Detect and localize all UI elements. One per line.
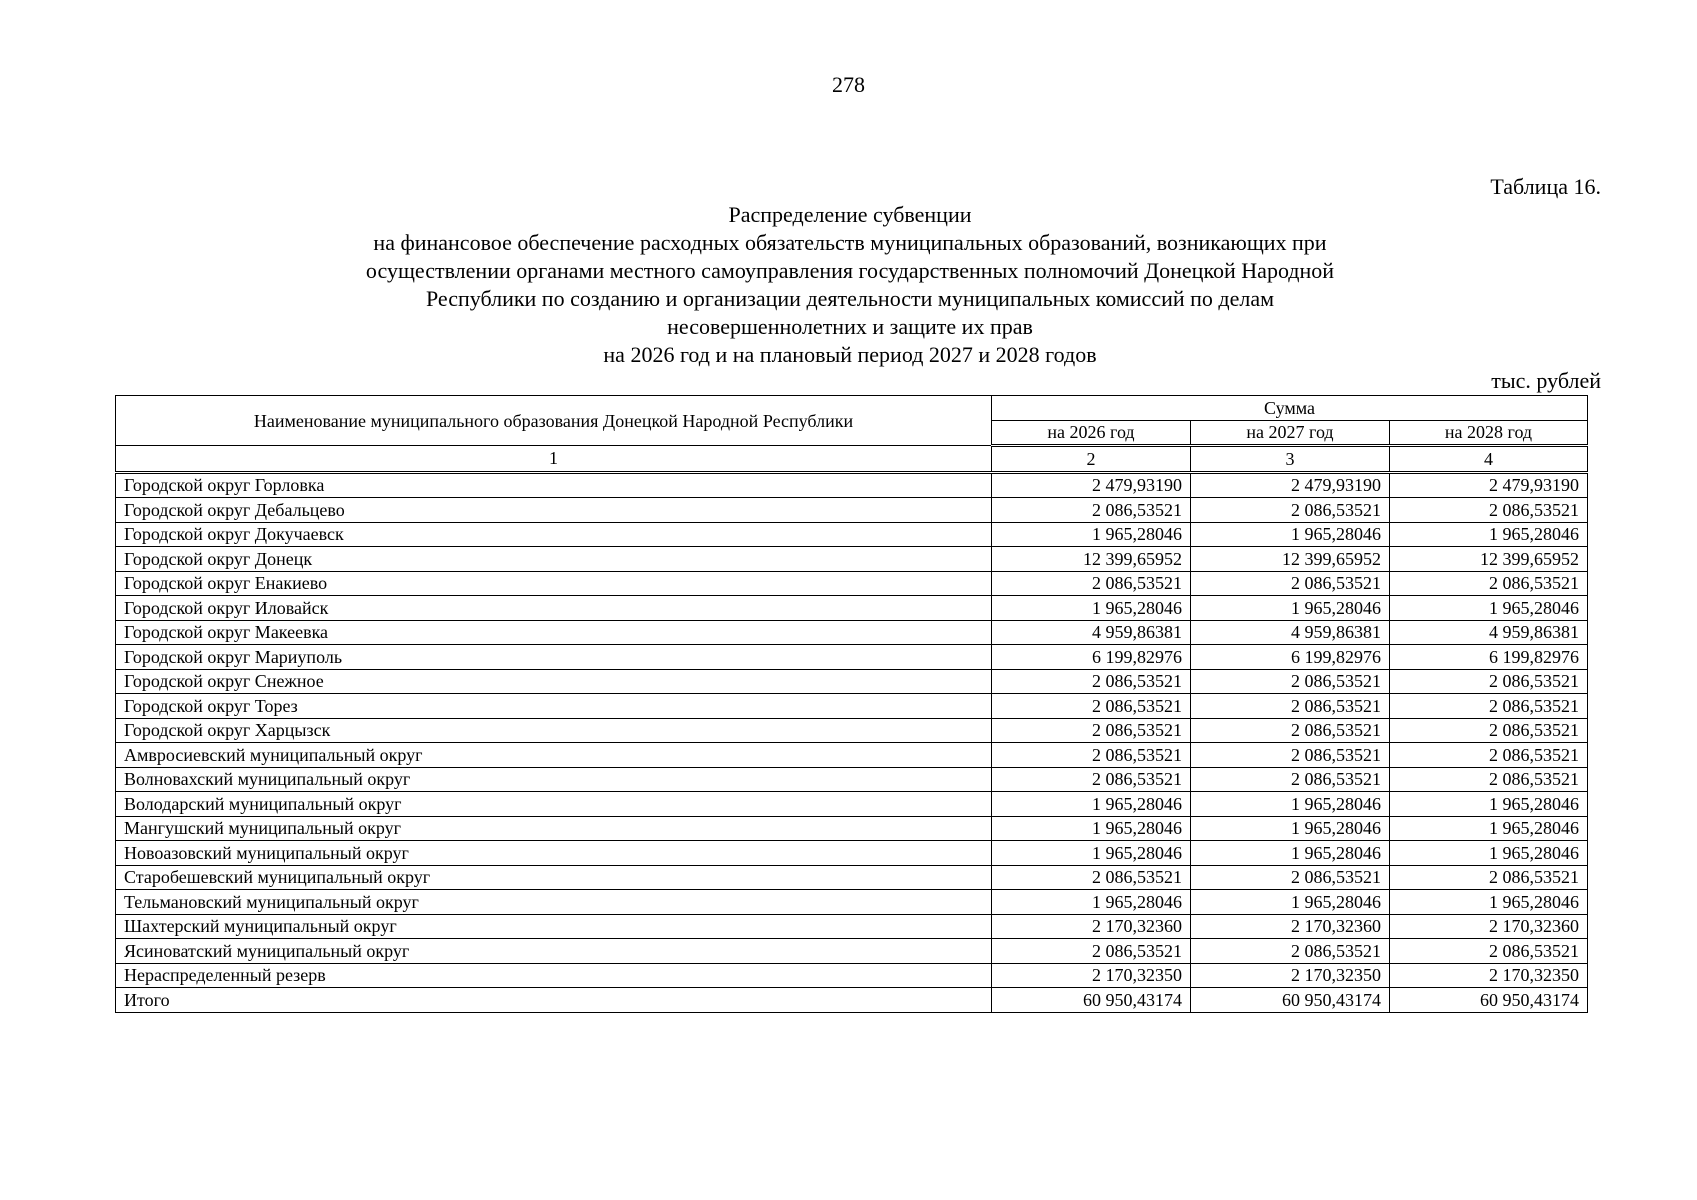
column-number: 2 bbox=[992, 446, 1191, 473]
table-row bbox=[116, 472, 1588, 498]
table-row bbox=[116, 669, 1588, 694]
table-row bbox=[116, 792, 1588, 817]
municipality-name: Городской округ Донецк bbox=[116, 547, 992, 572]
table-row bbox=[116, 498, 1588, 523]
table-row bbox=[116, 743, 1588, 768]
amount-2026: 12 399,65952 bbox=[992, 547, 1191, 572]
column-number: 3 bbox=[1191, 446, 1390, 473]
amount-2026: 2 086,53521 bbox=[992, 669, 1191, 694]
table-row bbox=[116, 767, 1588, 792]
amount-2028: 2 086,53521 bbox=[1390, 498, 1588, 523]
amount-2028: 1 965,28046 bbox=[1390, 890, 1588, 915]
municipality-name: Городской округ Харцызск bbox=[116, 718, 992, 743]
subvention-table bbox=[115, 395, 1588, 1013]
amount-2028: 1 965,28046 bbox=[1390, 596, 1588, 621]
header-year-2027: на 2027 год bbox=[1191, 420, 1390, 446]
amount-2027: 2 086,53521 bbox=[1191, 767, 1390, 792]
amount-2027: 2 086,53521 bbox=[1191, 694, 1390, 719]
municipality-name: Городской округ Докучаевск bbox=[116, 522, 992, 547]
municipality-name: Новоазовский муниципальный округ bbox=[116, 841, 992, 866]
amount-2026: 2 479,93190 bbox=[992, 472, 1191, 498]
municipality-name: Городской округ Снежное bbox=[116, 669, 992, 694]
table-row bbox=[116, 841, 1588, 866]
amount-2026: 1 965,28046 bbox=[992, 792, 1191, 817]
table-row bbox=[116, 547, 1588, 572]
amount-2026: 1 965,28046 bbox=[992, 841, 1191, 866]
table-row bbox=[116, 694, 1588, 719]
municipality-name: Городской округ Иловайск bbox=[116, 596, 992, 621]
amount-2028: 2 086,53521 bbox=[1390, 939, 1588, 964]
municipality-name: Городской округ Мариуполь bbox=[116, 645, 992, 670]
table-row bbox=[116, 988, 1588, 1013]
amount-2027: 2 479,93190 bbox=[1191, 472, 1390, 498]
amount-2028: 2 170,32350 bbox=[1390, 963, 1588, 988]
amount-2027: 1 965,28046 bbox=[1191, 596, 1390, 621]
amount-2028: 2 086,53521 bbox=[1390, 571, 1588, 596]
amount-2027: 60 950,43174 bbox=[1191, 988, 1390, 1013]
amount-2028: 2 086,53521 bbox=[1390, 767, 1588, 792]
municipality-name: Ясиноватский муниципальный округ bbox=[116, 939, 992, 964]
amount-2028: 2 086,53521 bbox=[1390, 865, 1588, 890]
amount-2028: 2 479,93190 bbox=[1390, 472, 1588, 498]
amount-2027: 2 086,53521 bbox=[1191, 939, 1390, 964]
column-number: 4 bbox=[1390, 446, 1588, 473]
municipality-name: Шахтерский муниципальный округ bbox=[116, 914, 992, 939]
amount-2026: 1 965,28046 bbox=[992, 596, 1191, 621]
amount-2027: 6 199,82976 bbox=[1191, 645, 1390, 670]
amount-2027: 1 965,28046 bbox=[1191, 792, 1390, 817]
table-row bbox=[116, 914, 1588, 939]
amount-2028: 2 086,53521 bbox=[1390, 694, 1588, 719]
municipality-name: Старобешевский муниципальный округ bbox=[116, 865, 992, 890]
column-number-row bbox=[116, 446, 1588, 473]
municipality-name: Городской округ Торез bbox=[116, 694, 992, 719]
amount-2026: 2 086,53521 bbox=[992, 865, 1191, 890]
amount-2028: 6 199,82976 bbox=[1390, 645, 1588, 670]
municipality-name: Володарский муниципальный округ bbox=[116, 792, 992, 817]
municipality-name: Волновахский муниципальный округ bbox=[116, 767, 992, 792]
amount-2026: 60 950,43174 bbox=[992, 988, 1191, 1013]
amount-2027: 1 965,28046 bbox=[1191, 816, 1390, 841]
amount-2026: 2 086,53521 bbox=[992, 743, 1191, 768]
amount-2026: 2 086,53521 bbox=[992, 571, 1191, 596]
table-row bbox=[116, 939, 1588, 964]
municipality-name: Городской округ Дебальцево bbox=[116, 498, 992, 523]
amount-2028: 60 950,43174 bbox=[1390, 988, 1588, 1013]
amount-2028: 12 399,65952 bbox=[1390, 547, 1588, 572]
municipality-name: Городской округ Макеевка bbox=[116, 620, 992, 645]
amount-2026: 4 959,86381 bbox=[992, 620, 1191, 645]
table-row bbox=[116, 571, 1588, 596]
amount-2026: 1 965,28046 bbox=[992, 890, 1191, 915]
header-year-2026: на 2026 год bbox=[992, 420, 1191, 446]
title-line: Распределение субвенции bbox=[728, 202, 972, 227]
title-line: на финансовое обеспечение расходных обязательств муниципальных образований, возникающих при bbox=[373, 230, 1327, 255]
municipality-name: Нераспределенный резерв bbox=[116, 963, 992, 988]
amount-2027: 2 086,53521 bbox=[1191, 498, 1390, 523]
title-line: Республики по созданию и организации деятельности муниципальных комиссий по делам bbox=[425, 286, 1275, 311]
units-label: тыс. рублей bbox=[1491, 368, 1601, 393]
municipality-name: Тельмановский муниципальный округ bbox=[116, 890, 992, 915]
title-line: несовершеннолетних и защите их прав bbox=[667, 314, 1033, 339]
table-row bbox=[116, 816, 1588, 841]
amount-2028: 1 965,28046 bbox=[1390, 841, 1588, 866]
table-row bbox=[116, 596, 1588, 621]
amount-2028: 2 086,53521 bbox=[1390, 743, 1588, 768]
amount-2027: 2 086,53521 bbox=[1191, 865, 1390, 890]
municipality-name: Амвросиевский муниципальный округ bbox=[116, 743, 992, 768]
amount-2028: 2 170,32360 bbox=[1390, 914, 1588, 939]
table-row bbox=[116, 890, 1588, 915]
amount-2028: 1 965,28046 bbox=[1390, 522, 1588, 547]
municipality-name: Итого bbox=[116, 988, 992, 1013]
amount-2026: 2 170,32360 bbox=[992, 914, 1191, 939]
title-line: на 2026 год и на плановый период 2027 и 2028 годов bbox=[603, 342, 1097, 367]
table-body bbox=[116, 446, 1588, 1013]
amount-2026: 1 965,28046 bbox=[992, 522, 1191, 547]
amount-2027: 2 086,53521 bbox=[1191, 571, 1390, 596]
municipality-name: Городской округ Горловка bbox=[116, 472, 992, 498]
municipality-name: Мангушский муниципальный округ bbox=[116, 816, 992, 841]
amount-2026: 2 086,53521 bbox=[992, 694, 1191, 719]
amount-2028: 1 965,28046 bbox=[1390, 792, 1588, 817]
table-row bbox=[116, 620, 1588, 645]
table-label: Таблица 16. bbox=[1490, 174, 1601, 199]
page-number: 278 bbox=[832, 72, 865, 97]
header-year-2028: на 2028 год bbox=[1390, 420, 1588, 446]
table-row bbox=[116, 865, 1588, 890]
amount-2026: 2 086,53521 bbox=[992, 939, 1191, 964]
table-row bbox=[116, 718, 1588, 743]
header-name-column: Наименование муниципального образования Донецкой Народной Республики bbox=[116, 396, 992, 446]
amount-2027: 1 965,28046 bbox=[1191, 841, 1390, 866]
amount-2027: 2 086,53521 bbox=[1191, 718, 1390, 743]
amount-2026: 1 965,28046 bbox=[992, 816, 1191, 841]
title-line: осуществлении органами местного самоуправления государственных полномочий Донецкой Народной bbox=[365, 258, 1335, 283]
amount-2027: 12 399,65952 bbox=[1191, 547, 1390, 572]
amount-2028: 2 086,53521 bbox=[1390, 718, 1588, 743]
amount-2027: 1 965,28046 bbox=[1191, 522, 1390, 547]
amount-2027: 4 959,86381 bbox=[1191, 620, 1390, 645]
header-sum-column: Сумма bbox=[992, 396, 1588, 421]
amount-2027: 1 965,28046 bbox=[1191, 890, 1390, 915]
amount-2026: 2 086,53521 bbox=[992, 498, 1191, 523]
amount-2026: 2 086,53521 bbox=[992, 718, 1191, 743]
column-number: 1 bbox=[116, 446, 992, 473]
amount-2028: 1 965,28046 bbox=[1390, 816, 1588, 841]
amount-2027: 2 170,32360 bbox=[1191, 914, 1390, 939]
amount-2026: 2 086,53521 bbox=[992, 767, 1191, 792]
amount-2028: 4 959,86381 bbox=[1390, 620, 1588, 645]
amount-2028: 2 086,53521 bbox=[1390, 669, 1588, 694]
table-title bbox=[210, 201, 1490, 369]
table-row bbox=[116, 522, 1588, 547]
table-row bbox=[116, 963, 1588, 988]
amount-2026: 6 199,82976 bbox=[992, 645, 1191, 670]
amount-2027: 2 086,53521 bbox=[1191, 743, 1390, 768]
municipality-name: Городской округ Енакиево bbox=[116, 571, 992, 596]
table-row bbox=[116, 645, 1588, 670]
amount-2027: 2 086,53521 bbox=[1191, 669, 1390, 694]
amount-2027: 2 170,32350 bbox=[1191, 963, 1390, 988]
amount-2026: 2 170,32350 bbox=[992, 963, 1191, 988]
